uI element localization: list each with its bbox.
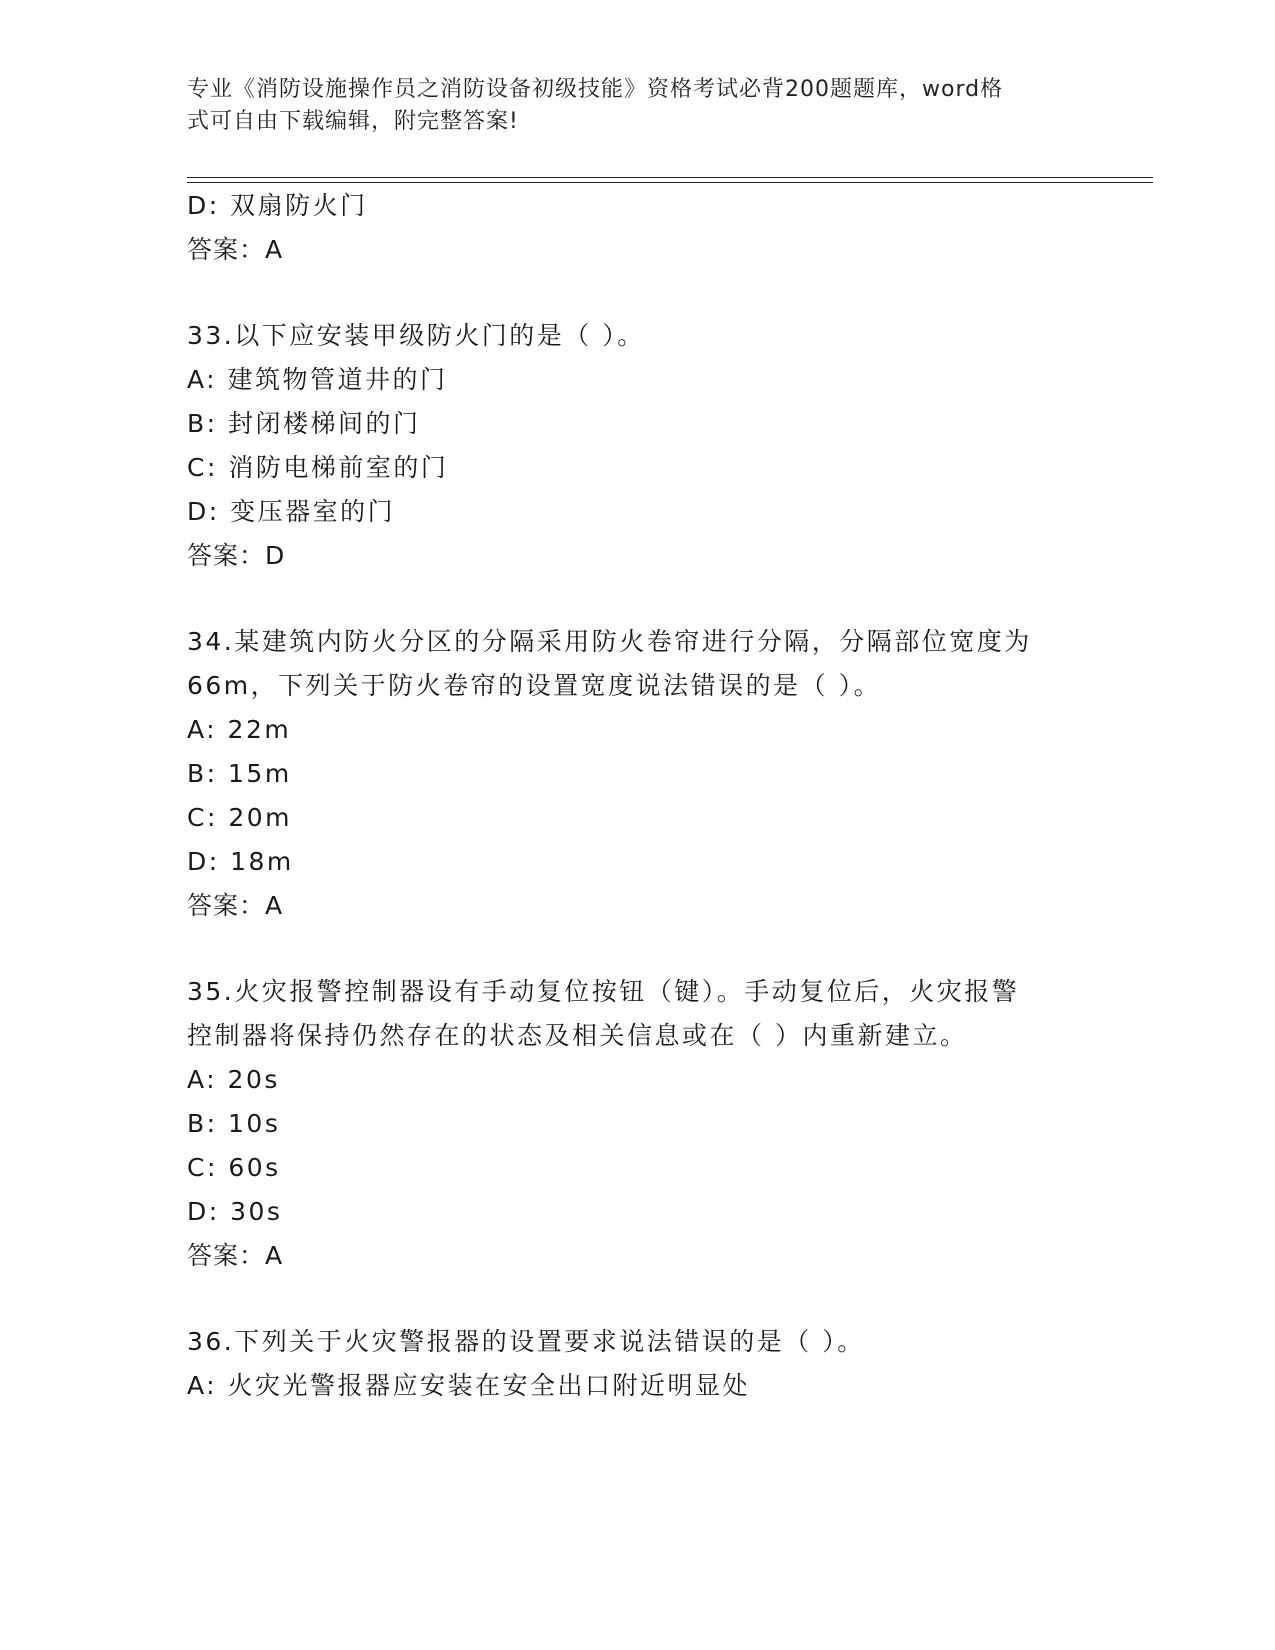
prev-answer: 答案：A bbox=[187, 235, 284, 264]
q33-option-b: B: 封闭楼梯间的门 bbox=[187, 409, 421, 438]
q35-option-d: D: 30s bbox=[187, 1197, 283, 1226]
q35-stem-line-2: 控制器将保持仍然存在的状态及相关信息或在（ ）内重新建立。 bbox=[187, 1021, 968, 1050]
q34-option-a: A: 22m bbox=[187, 715, 292, 744]
q34-option-c: C: 20m bbox=[187, 803, 292, 832]
q34-stem-line-1: 34.某建筑内防火分区的分隔采用防火卷帘进行分隔，分隔部位宽度为 bbox=[187, 627, 1032, 656]
q35-stem-line-1: 35.火灾报警控制器设有手动复位按钮（键）。手动复位后，火灾报警 bbox=[187, 977, 1020, 1006]
q34-stem-line-2: 66m，下列关于防火卷帘的设置宽度说法错误的是（ ）。 bbox=[187, 671, 882, 700]
q33-option-a: A: 建筑物管道井的门 bbox=[187, 365, 448, 394]
header-line-1: 专业《消防设施操作员之消防设备初级技能》资格考试必背200题题库，word格 bbox=[187, 77, 1004, 102]
header-divider-top bbox=[187, 177, 1153, 178]
q36-stem: 36.下列关于火灾警报器的设置要求说法错误的是（ ）。 bbox=[187, 1327, 865, 1356]
q33-option-c: C: 消防电梯前室的门 bbox=[187, 453, 449, 482]
q34-answer: 答案：A bbox=[187, 891, 284, 920]
q35-option-c: C: 60s bbox=[187, 1153, 281, 1182]
header-line-2: 式可自由下载编辑，附完整答案! bbox=[187, 109, 519, 134]
q34-option-d: D: 18m bbox=[187, 847, 294, 876]
q33-option-d: D: 变压器室的门 bbox=[187, 497, 396, 526]
header-divider-bottom bbox=[187, 182, 1153, 183]
q35-option-b: B: 10s bbox=[187, 1109, 281, 1138]
q33-answer: 答案：D bbox=[187, 541, 286, 570]
q35-option-a: A: 20s bbox=[187, 1065, 280, 1094]
document-header bbox=[187, 74, 1067, 138]
q34-option-b: B: 15m bbox=[187, 759, 292, 788]
q35-answer: 答案：A bbox=[187, 1241, 284, 1270]
q33-stem: 33.以下应安装甲级防火门的是（ ）。 bbox=[187, 321, 645, 350]
q36-option-a: A: 火灾光警报器应安装在安全出口附近明显处 bbox=[187, 1371, 751, 1400]
prev-option-d: D: 双扇防火门 bbox=[187, 191, 368, 220]
